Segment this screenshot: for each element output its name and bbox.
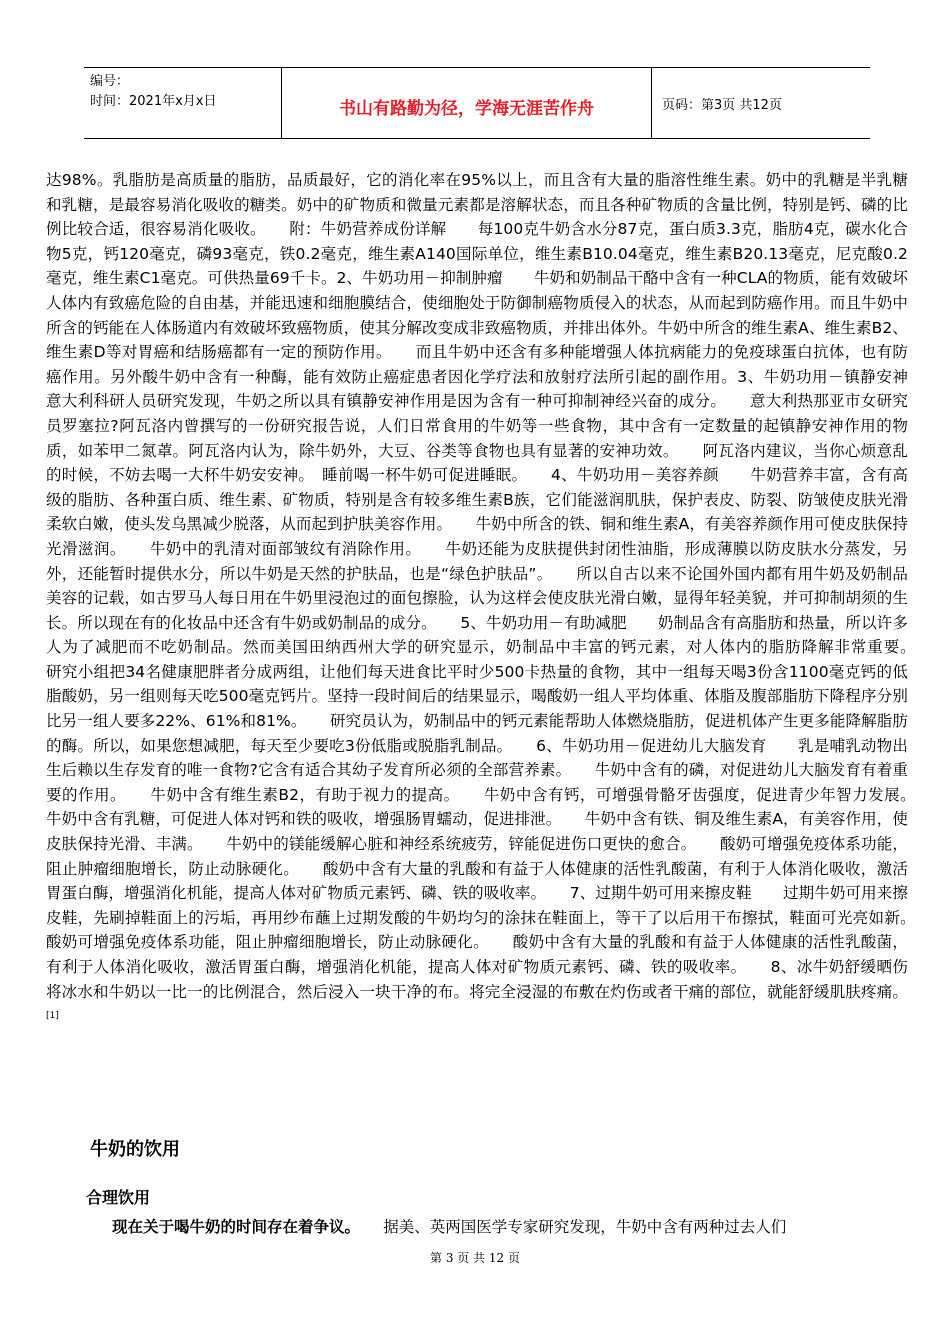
page-footer: 第 3 页 共 12 页 — [430, 1251, 520, 1265]
body-text: 达98%。乳脂肪是高质量的脂肪，品质最好，它的消化率在95%以上，而且含有大量的脂溶性维生素。奶中的乳糖是半乳糖和乳糖，是最容易消化吸收的糖类。奶中的矿物质和微量元素都是溶解状态，而且各种矿物质的含量比例，特别是钙、磷的比例比较合适，很容易消化吸收。 附：牛奶营养成份详解 每100克牛奶含水分87克，蛋白质3.3克，脂肪4克，碳水化合物5克，钙120毫克，磷93毫克，铁0.2毫克，维生素A140国际单位，维生素B10.04毫克，维生素B20.13毫克，尼克酸0.2毫克，维生素C1毫克。可供热量69千卡。2、牛奶功用－抑制肿瘤 牛奶和奶制品干酪中含有一种CLA的物质，能有效破坏人体内有致癌危险的自由基，并能迅速和细胞膜结合，使细胞处于防御制癌物质侵入的状态，从而起到防癌作用。而且牛奶中所含的钙能在人体肠道内有效破坏致癌物质，使其分解改变成非致癌物质，并排出体外。牛奶中所含的维生素A、维生素B2、维生素D等对胃癌和结肠癌都有一定的预防作用。 而且牛奶中还含有多种能增强人体抗病能力的免疫球蛋白抗体，也有防癌作用。另外酸牛奶中含有一种酶，能有效防止癌症患者因化学疗法和放射疗法所引起的副作用。3、牛奶功用－镇静安神 意大利科研人员研究发现，牛奶之所以具有镇静安神作用是因为含有一种可抑制神经兴奋的成分。 意大利热那亚市女研究员罗塞拉?阿瓦洛内曾撰写的一份研究报告说，人们日常食用的牛奶等一些食物，其中含有一定数量的起镇静安神作用的物质，如苯甲二氮䓬。阿瓦洛内认为，除牛奶外，大豆、谷类等食物也具有显著的安神功效。 阿瓦洛内建议，当你心烦意乱的时候，不妨去喝一大杯牛奶安安神。 睡前喝一杯牛奶可促进睡眠。 4、牛奶功用－美容养颜 牛奶营养丰富，含有高级的脂肪、各种蛋白质、维生素、矿物质，特别是含有较多维生素B族，它们能滋润肌肤，保护表皮、防裂、防皱使皮肤光滑柔软白嫩，使头发乌黑减少脱落，从而起到护肤美容作用。 牛奶中所含的铁、铜和维生素A，有美容养颜作用可使皮肤保持光滑滋润。 牛奶中的乳清对面部皱纹有消除作用。 牛奶还能为皮肤提供封闭性油脂，形成薄膜以防皮肤水分蒸发，另外，还能暂时提供水分，所以牛奶是天然的护肤品，也是“绿色护肤品”。 所以自古以来不论国外国内都有用牛奶及奶制品美容的记载，如古罗马人每日用在牛奶里浸泡过的面包擦脸，认为这样会使皮肤光滑白嫩，显得年轻美貌，并可抑制胡须的生长。所以现在有的化妆品中还含有牛奶或奶制品的成分。 5、牛奶功用－有助减肥 奶制品含有高脂肪和热量，所以许多人为了减肥而不吃奶制品。然而美国田纳西州大学的研究显示，奶制品中丰富的钙元素，对人体内的脂肪降解非常重要。 研究小组把34名健康肥胖者分成两组，让他们每天进食比平时少500卡热量的食物，其中一组每天喝3份含1100毫克钙的低脂酸奶，另一组则每天吃500毫克钙片。坚持一段时间后的结果显示，喝酸奶一组人平均体重、体脂及腹部脂肪下降程序分别比另一组人要多22%、61%和81%。 研究员认为，奶制品中的钙元素能帮助人体燃烧脂肪，促进机体产生更多能降解脂肪的酶。所以，如果您想减肥，每天至少要吃3份低脂或脱脂乳制品。 6、牛奶功用－促进幼儿大脑发育 乳是哺乳动物出生后赖以生存发育的唯一食物?它含有适合其幼子发育所必须的全部营养素。 牛奶中含有的磷，对促进幼儿大脑发育有着重要的作用。 牛奶中含有维生素B2，有助于视力的提高。 牛奶中含有钙，可增强骨骼牙齿强度，促进青少年智力发展。 牛奶中含有乳糖，可促进人体对钙和铁的吸收，增强肠胃蠕动，促进排泄。 牛奶中含有铁、铜及维生素A，有美容作用，使皮肤保持光滑、丰满。 牛奶中的镁能缓解心脏和神经系统疲劳，锌能促进伤口更快的愈合。 酸奶可增强免疫体系功能，阻止肿瘤细胞增长，防止动脉硬化。 酸奶中含有大量的乳酸和有益于人体健康的活性乳酸菌，有利于人体消化吸收，激活胃蛋白酶，增强消化机能，提高人体对矿物质元素钙、磷、铁的吸收率。 7、过期牛奶可用来擦皮鞋 过期牛奶可用来擦皮鞋，先刷掉鞋面上的污垢，再用纱布蘸上过期发酸的牛奶均匀的涂抹在鞋面上，等干了以后用干布擦拭，鞋面可光亮如新。 酸奶可增强免疫体系功能，阻止肿瘤细胞增长，防止动脉硬化。 酸奶中含有大量的乳酸和有益于人体健康的活性乳酸菌，有利于人体消化吸收，激活胃蛋白酶，增强消化机能，提高人体对矿物质元素钙、磷、铁的吸收率。 8、冰牛奶舒缓晒伤 将冰水和牛奶以一比一的比例混合，然后浸入一块干净的布。将完全浸湿的布敷在灼伤或者干痛的部位，就能舒缓肌肤疼痛。 — [46, 171, 940, 1001]
time-label: 时间：2021年x月x日 — [90, 94, 217, 109]
section-lead — [112, 1215, 908, 1239]
section-subheading: 合理饮用 — [86, 1188, 151, 1207]
header-motto: 书山有路勤为径，学海无涯苦作舟 — [282, 68, 652, 138]
page-header — [84, 67, 870, 139]
number-label: 编号： — [90, 74, 130, 89]
section-heading: 牛奶的饮用 — [90, 1139, 180, 1160]
lead-text: 据美、英两国医学专家研究发现，牛奶中含有两种过去人们 — [352, 1218, 787, 1236]
body-paragraph — [46, 168, 940, 1032]
body-content — [46, 168, 940, 1032]
lead-bold-text: 现在关于喝牛奶的时间存在着争议。 — [112, 1218, 353, 1236]
header-meta — [84, 68, 282, 138]
footnote-ref[interactable]: [1] — [46, 1011, 60, 1022]
header-page-label: 页码：第3页 共12页 — [662, 97, 782, 113]
